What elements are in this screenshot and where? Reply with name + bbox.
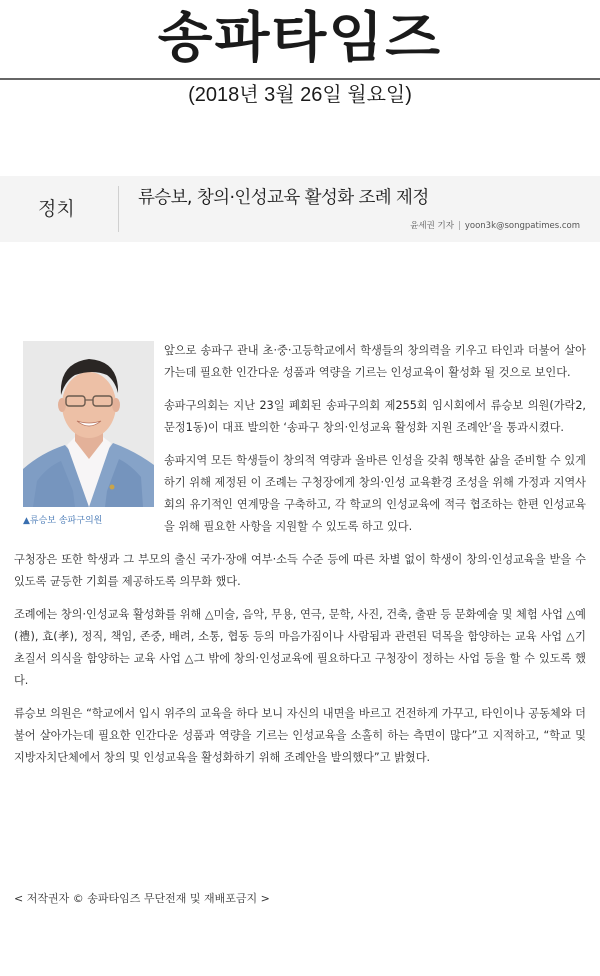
photo-caption: ▲류승보 송파구의원 — [23, 516, 103, 526]
article-paragraph: 앞으로 송파구 관내 초·중·고등학교에서 학생들의 창의력을 키우고 타인과 더불어 살아가는데 필요한 인간다운 성품과 역량을 기르는 인성교육이 활성화 될 것으로 보인다. — [164, 344, 586, 379]
article-paragraph: 송파지역 모든 학생들이 창의적 역량과 올바른 인성을 갖춰 행복한 삶을 준비할 수 있게 하기 위해 제정된 이 조례는 구청장에게 창의·인성 교육환경 조성을 위해 가정과 지역사회의 유기적인 연계망을 구축하고, 각 학교의 인성교육에 적극 협조하는 한편 인성교육을 위해 필요한 사항을 지원할 수 있도록 하고 있다. — [164, 454, 586, 533]
masthead-divider — [0, 78, 600, 80]
byline — [410, 220, 580, 232]
reporter-email: yoon3k@songpatimes.com — [464, 221, 580, 231]
section-label: 정치 — [38, 198, 75, 220]
article-paragraph: 류승보 의원은 “학교에서 입시 위주의 교육을 하다 보니 자신의 내면을 바르고 건전하게 가꾸고, 타인이나 공동체와 더불어 살아가는데 필요한 인간다운 성품과 역량을 기르는 인성교육을 소홀히 하는 측면이 많다”고 지적하고, “학교 및 지방자치단체에서 창의 및 인성교육을 활성화하기 위해 조례안을 발의했다”고 밝혔다. — [14, 707, 586, 764]
copyright-notice: < 저작권자 © 송파타임즈 무단전재 및 재배포금지 > — [14, 892, 270, 905]
article-paragraph: 송파구의회는 지난 23일 폐회된 송파구의회 제255회 임시회에서 류승보 의원(가락2, 문정1동)이 대표 발의한 ‘송파구 창의·인성교육 활성화 지원 조례안’을 통과시켰다. — [164, 399, 586, 434]
issue-date: (2018년 3월 26일 월요일) — [188, 84, 412, 106]
byline-separator: | — [457, 221, 461, 231]
reporter-name: 윤세권 기자 — [410, 221, 454, 231]
article-headline: 류승보, 창의·인성교육 활성화 조례 제정 — [138, 188, 429, 208]
article-paragraph: 구청장은 또한 학생과 그 부모의 출신 국가·장애 여부·소득 수준 등에 따른 차별 없이 학생이 창의·인성교육을 받을 수 있도록 균등한 기회를 제공하도록 의무화 했다. — [14, 553, 586, 588]
masthead — [0, 0, 600, 78]
article-header — [0, 176, 600, 242]
header-divider — [118, 186, 119, 232]
newspaper-logo: 송파타임즈 — [157, 6, 443, 69]
article-body — [14, 340, 586, 780]
figure-spacer — [14, 340, 164, 530]
article-paragraph: 조례에는 창의·인성교육 활성화를 위해 △미술, 음악, 무용, 연극, 문학, 사진, 건축, 출판 등 문화예술 및 체험 사업 △예(禮), 효(孝), 정직, 책임, 존중, 배려, 소통, 협동 등의 마음가짐이나 사람됨과 관련된 덕목을 함양하는 교육 사업 △기초질서 의식을 함양하는 교육 사업 △그 밖에 창의·인성교육에 필요하다고 구청장이 정하는 사업 등을 할 수 있도록 했다. — [14, 608, 586, 687]
